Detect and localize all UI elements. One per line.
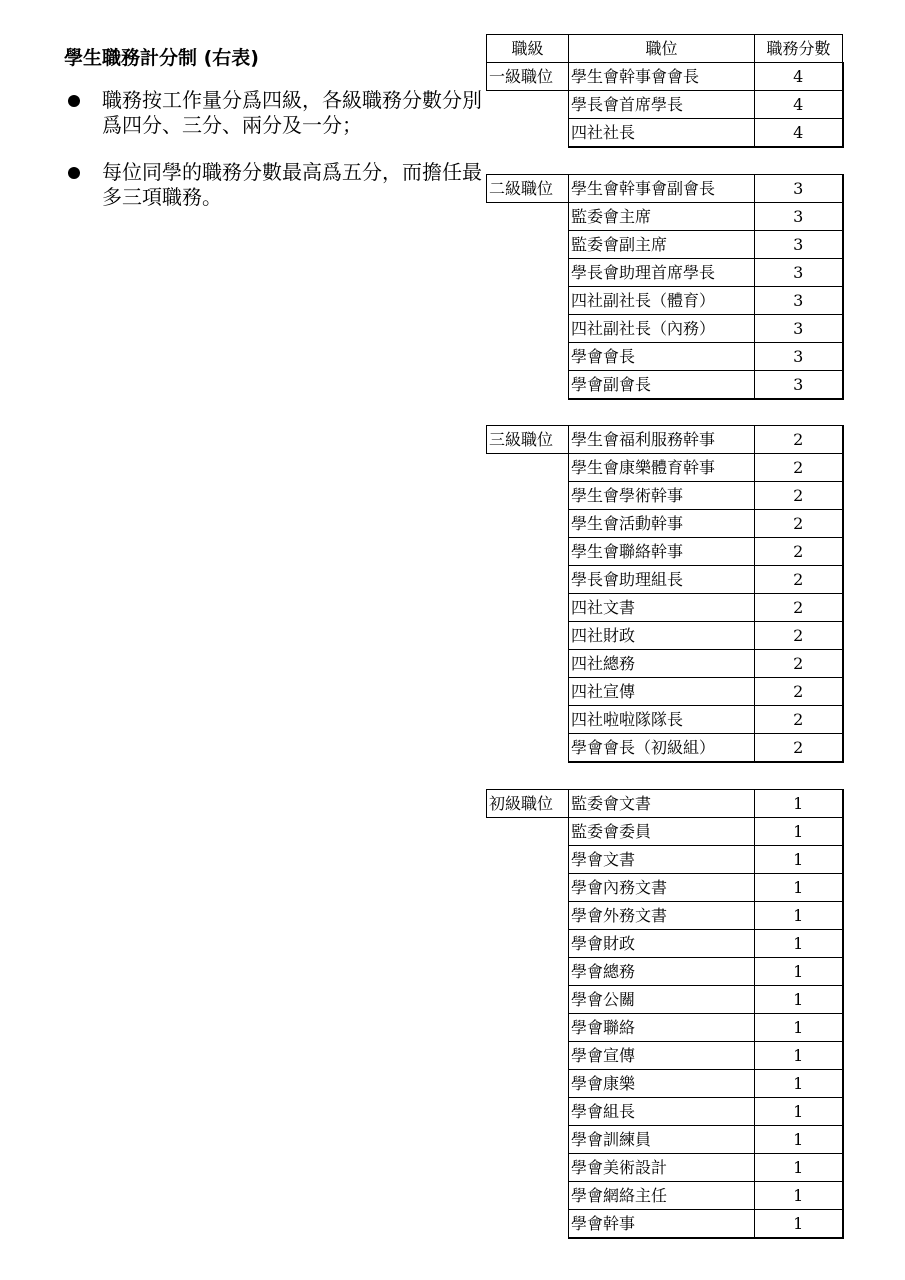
score-cell: 2 [755, 566, 843, 594]
level-empty-cell [487, 342, 569, 370]
table-row [487, 845, 843, 873]
position-cell: 學長會首席學長 [569, 91, 755, 119]
score-cell: 1 [755, 845, 843, 873]
position-cell: 四社財政 [569, 622, 755, 650]
table-row [487, 1013, 843, 1041]
header-level: 職級 [487, 35, 569, 63]
position-cell: 學會康樂 [569, 1069, 755, 1097]
table-row [487, 622, 843, 650]
bullet-dot-icon [68, 95, 80, 107]
level-empty-cell [487, 678, 569, 706]
position-cell: 監委會文書 [569, 789, 755, 817]
level-empty-cell [487, 566, 569, 594]
level-cell: 初級職位 [487, 789, 569, 817]
level-empty-cell [487, 929, 569, 957]
level-empty-cell [487, 482, 569, 510]
score-cell: 2 [755, 426, 843, 454]
group-spacer [487, 399, 843, 426]
table-row [487, 901, 843, 929]
level-empty-cell [487, 230, 569, 258]
level-empty-cell [487, 1069, 569, 1097]
score-cell: 1 [755, 1069, 843, 1097]
position-cell: 監委會副主席 [569, 230, 755, 258]
table-row [487, 650, 843, 678]
header-score: 職務分數 [755, 35, 843, 63]
score-cell: 2 [755, 538, 843, 566]
score-cell: 1 [755, 929, 843, 957]
score-cell: 2 [755, 678, 843, 706]
spacer-cell [755, 147, 843, 174]
table-row [487, 734, 843, 763]
score-cell: 1 [755, 985, 843, 1013]
intro-section [64, 44, 484, 232]
table-row [487, 174, 843, 202]
group-spacer [487, 762, 843, 789]
level-empty-cell [487, 119, 569, 148]
table-row [487, 230, 843, 258]
table-row [487, 566, 843, 594]
level-empty-cell [487, 1153, 569, 1181]
level-empty-cell [487, 706, 569, 734]
position-cell: 學會會長（初級組） [569, 734, 755, 763]
position-cell: 學會副會長 [569, 370, 755, 399]
position-cell: 學會組長 [569, 1097, 755, 1125]
table-row [487, 482, 843, 510]
score-cell: 2 [755, 706, 843, 734]
table-row [487, 873, 843, 901]
score-cell: 2 [755, 454, 843, 482]
table-row [487, 1069, 843, 1097]
score-cell: 4 [755, 119, 843, 148]
table-row [487, 1097, 843, 1125]
level-empty-cell [487, 314, 569, 342]
score-cell: 3 [755, 202, 843, 230]
position-cell: 四社總務 [569, 650, 755, 678]
score-cell: 1 [755, 789, 843, 817]
score-cell: 2 [755, 622, 843, 650]
table-row [487, 957, 843, 985]
header-position: 職位 [569, 35, 755, 63]
position-cell: 學會財政 [569, 929, 755, 957]
table-row [487, 63, 843, 91]
level-empty-cell [487, 594, 569, 622]
position-cell: 學會聯絡 [569, 1013, 755, 1041]
score-cell: 1 [755, 1041, 843, 1069]
score-cell: 4 [755, 91, 843, 119]
level-empty-cell [487, 1097, 569, 1125]
spacer-cell [569, 399, 755, 426]
table-row [487, 202, 843, 230]
spacer-cell [487, 147, 569, 174]
position-cell: 學會美術設計 [569, 1153, 755, 1181]
level-empty-cell [487, 91, 569, 119]
score-cell: 3 [755, 342, 843, 370]
position-cell: 四社副社長（體育） [569, 286, 755, 314]
level-cell: 二級職位 [487, 174, 569, 202]
table-row [487, 1181, 843, 1209]
level-cell: 三級職位 [487, 426, 569, 454]
score-cell: 1 [755, 901, 843, 929]
position-cell: 四社副社長（內務） [569, 314, 755, 342]
position-cell: 學會幹事 [569, 1209, 755, 1238]
table-row [487, 1209, 843, 1238]
level-empty-cell [487, 286, 569, 314]
position-cell: 學會外務文書 [569, 901, 755, 929]
position-cell: 監委會委員 [569, 817, 755, 845]
score-cell: 1 [755, 1013, 843, 1041]
table-row [487, 258, 843, 286]
level-empty-cell [487, 845, 569, 873]
level-empty-cell [487, 985, 569, 1013]
score-cell: 1 [755, 1097, 843, 1125]
level-empty-cell [487, 1041, 569, 1069]
level-empty-cell [487, 1209, 569, 1238]
score-cell: 2 [755, 650, 843, 678]
level-empty-cell [487, 1125, 569, 1153]
table-header-row [487, 35, 843, 63]
score-cell: 2 [755, 482, 843, 510]
position-cell: 學長會助理首席學長 [569, 258, 755, 286]
section-title: 學生職務計分制 (右表) [64, 47, 259, 69]
bullet-list [64, 88, 484, 210]
table-row [487, 342, 843, 370]
spacer-cell [755, 399, 843, 426]
score-cell: 1 [755, 1209, 843, 1238]
score-cell: 1 [755, 1153, 843, 1181]
score-cell: 1 [755, 817, 843, 845]
table-row [487, 91, 843, 119]
level-empty-cell [487, 957, 569, 985]
group-spacer [487, 147, 843, 174]
position-cell: 學生會康樂體育幹事 [569, 454, 755, 482]
position-cell: 學生會聯絡幹事 [569, 538, 755, 566]
table-row [487, 594, 843, 622]
bullet-item: 職務按工作量分爲四級，各級職務分數分別爲四分、三分、兩分及一分； [64, 88, 484, 138]
position-cell: 學長會助理組長 [569, 566, 755, 594]
level-empty-cell [487, 510, 569, 538]
score-cell: 3 [755, 314, 843, 342]
table-row [487, 1125, 843, 1153]
score-cell: 1 [755, 957, 843, 985]
level-empty-cell [487, 734, 569, 763]
score-cell: 2 [755, 594, 843, 622]
score-table-body [487, 35, 843, 1238]
position-cell: 學會文書 [569, 845, 755, 873]
table-row [487, 119, 843, 148]
level-empty-cell [487, 538, 569, 566]
bullet-item: 每位同學的職務分數最高爲五分，而擔任最多三項職務。 [64, 160, 484, 210]
spacer-cell [569, 762, 755, 789]
score-cell: 1 [755, 1181, 843, 1209]
position-cell: 學生會活動幹事 [569, 510, 755, 538]
table-row [487, 454, 843, 482]
score-cell: 3 [755, 230, 843, 258]
score-cell: 3 [755, 370, 843, 399]
table-row [487, 985, 843, 1013]
level-empty-cell [487, 817, 569, 845]
level-empty-cell [487, 650, 569, 678]
table-row [487, 286, 843, 314]
position-cell: 學會公關 [569, 985, 755, 1013]
position-cell: 學會訓練員 [569, 1125, 755, 1153]
position-cell: 學會宣傳 [569, 1041, 755, 1069]
table-row [487, 426, 843, 454]
position-cell: 學生會幹事會副會長 [569, 174, 755, 202]
table-row [487, 370, 843, 399]
table-row [487, 538, 843, 566]
level-empty-cell [487, 1013, 569, 1041]
level-empty-cell [487, 901, 569, 929]
position-cell: 學會網絡主任 [569, 1181, 755, 1209]
position-cell: 四社社長 [569, 119, 755, 148]
position-cell: 四社文書 [569, 594, 755, 622]
position-cell: 學生會學術幹事 [569, 482, 755, 510]
level-empty-cell [487, 454, 569, 482]
score-cell: 3 [755, 286, 843, 314]
table-row [487, 789, 843, 817]
score-cell: 1 [755, 873, 843, 901]
table-row [487, 817, 843, 845]
score-table [486, 34, 844, 1239]
level-cell: 一級職位 [487, 63, 569, 91]
spacer-cell [487, 399, 569, 426]
level-empty-cell [487, 258, 569, 286]
table-row [487, 510, 843, 538]
level-empty-cell [487, 873, 569, 901]
position-cell: 學生會福利服務幹事 [569, 426, 755, 454]
level-empty-cell [487, 202, 569, 230]
table-row [487, 678, 843, 706]
table-row [487, 929, 843, 957]
score-cell: 4 [755, 63, 843, 91]
position-cell: 學會會長 [569, 342, 755, 370]
position-cell: 學生會幹事會會長 [569, 63, 755, 91]
level-empty-cell [487, 370, 569, 399]
score-cell: 3 [755, 174, 843, 202]
position-cell: 學會內務文書 [569, 873, 755, 901]
position-cell: 學會總務 [569, 957, 755, 985]
spacer-cell [487, 762, 569, 789]
score-cell: 3 [755, 258, 843, 286]
level-empty-cell [487, 1181, 569, 1209]
table-row [487, 706, 843, 734]
bullet-dot-icon [68, 167, 80, 179]
level-empty-cell [487, 622, 569, 650]
position-cell: 監委會主席 [569, 202, 755, 230]
position-cell: 四社宣傳 [569, 678, 755, 706]
table-row [487, 1153, 843, 1181]
table-row [487, 314, 843, 342]
position-cell: 四社啦啦隊隊長 [569, 706, 755, 734]
spacer-cell [569, 147, 755, 174]
score-cell: 2 [755, 734, 843, 763]
table-row [487, 1041, 843, 1069]
score-cell: 2 [755, 510, 843, 538]
score-cell: 1 [755, 1125, 843, 1153]
spacer-cell [755, 762, 843, 789]
